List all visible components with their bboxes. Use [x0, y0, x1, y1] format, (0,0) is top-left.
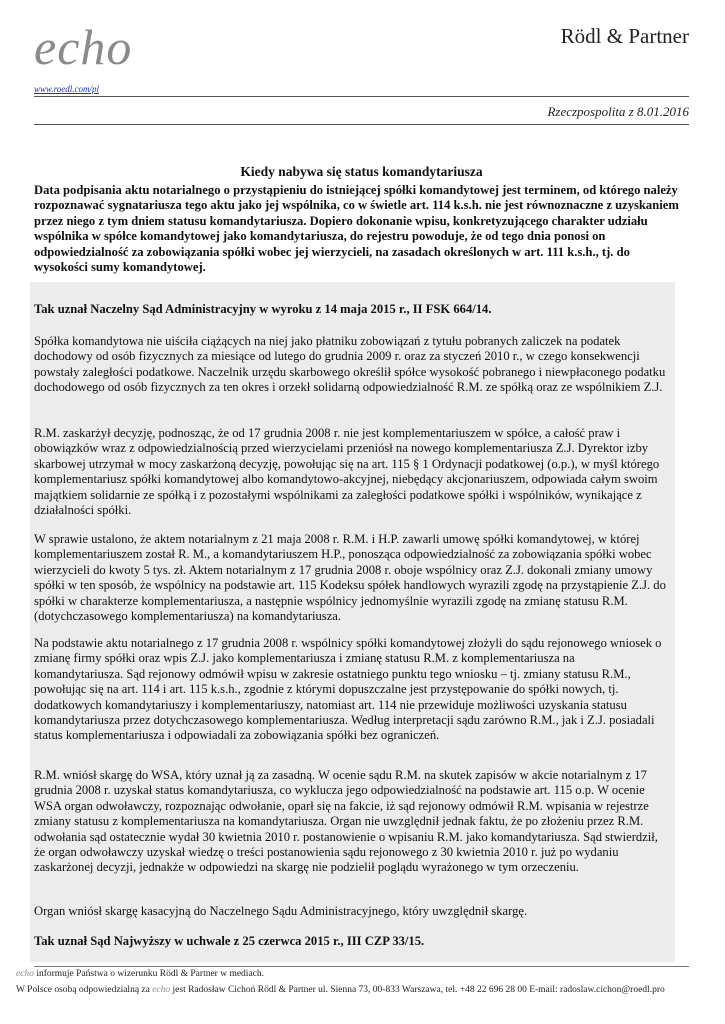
footer-line-1	[16, 969, 264, 979]
footer-echo-mark: echo	[16, 969, 34, 979]
source-divider	[34, 124, 689, 125]
footer-line-2	[16, 985, 665, 995]
brand-name: Rödl & Partner	[560, 24, 689, 48]
source-publication: Rzeczpospolita z 8.01.2016	[547, 104, 689, 119]
body-paragraph: Na podstawie aktu notarialnego z 17 grudnia 2008 r. wspólnicy spółki komandytowej złożyli do sądu rejonowego wniosek o zmianę firmy spółki oraz wpis Z.J. jako komplementariusza i zmianę statusu R.M. z komplementariusza na komandytariusza. Sąd rejonowy odmówił wpisu w zakresie ostatniego punktu tego wniosku – tj. zmiany statusu R.M., powołując się na art. 114 i art. 115 k.s.h., zgodnie z którymi dopuszczalne jest przystępowanie do spółki nowych, tj. dodatkowych komandytariuszy i komplementariuszy, natomiast art. 114 nie przewiduje możliwości uzyskania statusu komandytariusza przez dotychczasowego komplementariusza. Według interpretacji sądu zarówno R.M., jak i Z.J. posiadali status komplementariusza i odpowiadali za zobowiązania spółki bez ograniczeń.	[34, 636, 662, 743]
footer-line-2-prefix: W Polsce osobą odpowiedzialną za	[16, 985, 153, 995]
header-divider	[34, 96, 689, 97]
footer-echo-mark: echo	[152, 985, 171, 995]
website-link[interactable]: www.roedl.com/pl	[34, 84, 99, 94]
body-paragraph-sn-resolution: Tak uznał Sąd Najwyższy w uchwale z 25 czerwca 2015 r., III CZP 33/15.	[34, 934, 425, 948]
body-paragraph: Organ wniósł skargę kasacyjną do Naczelnego Sądu Administracyjnego, który uwzględnił skargę.	[34, 904, 528, 918]
article-title: Kiedy nabywa się status komandytariusza	[240, 164, 483, 179]
footer-line-1-text: informuje Państwa o wizerunku Rödl & Partner w mediach.	[33, 969, 264, 979]
body-paragraph: R.M. zaskarżył decyzję, podnosząc, że od 17 grudnia 2008 r. nie jest komplementariuszem w spółce, a całość praw i obowiązków wraz z odpowiedzialnością przed wierzycielami przeniósł na nowego komplementariusza Z.J. Dyrektor izby skarbowej utrzymał w mocy zaskarżoną decyzję, powołując się na art. 115 § 1 Ordynacji podatkowej (o.p.), w myśl którego komplementariusz spółki komandytowej albo komandytowo-akcyjnej, niebędący akcjonariuszem, odpowiada całym swoim majątkiem solidarnie ze spółką i z pozostałymi wspólnikami za zaległości podatkowe spółki i wspólników, wynikające z działalności spółki.	[34, 426, 660, 518]
body-paragraph: R.M. wniósł skargę do WSA, który uznał ją za zasadną. W ocenie sądu R.M. na skutek zapisów w akcie notarialnym z 17 grudnia 2008 r. uzyskał status komandytariusza, co wyklucza jego odpowiedzialność na podstawie art. 115 o.p. W ocenie WSA organ odwoławczy, rozpoznając odwołanie, oparł się na fakcie, iż sąd rejonowy odmówił R.M. wpisania w rejestrze zmiany statusu z komplementariusza na komandytariusza. Organ nie uwzględnił jednak faktu, że po złożeniu przez R.M. odwołania sąd ostatecznie wydał 30 kwietnia 2010 r. postanowienie o wpisaniu R.M. jako komandytariusza. Sąd stwierdził, że organ odwoławczy uzyskał wiedzę o treści postanowienia sądu rejonowego z 30 kwietnia 2010 r. już po wydaniu zaskarżonej decyzji, jednakże w odpowiedzi na skargę nie podzielił poglądu wyrażonego w tym orzeczeniu.	[34, 768, 658, 875]
echo-logo: echo	[34, 19, 133, 75]
footer-line-2-text: jest Radosław Cichoń Rödl & Partner ul. Sienna 73, 00-833 Warszawa, tel. +48 22 696 28 00 E-mail: radoslaw.cichon@roedl.pro	[170, 985, 665, 995]
article-lead: Data podpisania aktu notarialnego o przystąpieniu do istniejącej spółki komandytowej jest terminem, od którego należy rozpoznawać sygnatariusza tego aktu jako jej wspólnika, co w świetle art. 114 k.s.h. nie jest równoznaczne z uzyskaniem przez niego z tym dniem statusu komandytariusza. Dopiero dokonanie wpisu, konkretyzującego charakter udziału wspólnika w spółce komandytowej jako komandytariusza, do rejestru powoduje, że od tego dnia ponosi on odpowiedzialność za zobowiązania spółki wobec jej wierzycieli, na zasadach określonych w art. 111 k.s.h., tj. do wysokości sumy komandytowej.	[34, 183, 679, 275]
body-paragraph-nsa-ruling: Tak uznał Naczelny Sąd Administracyjny w wyroku z 14 maja 2015 r., II FSK 664/14.	[34, 302, 492, 316]
footer-divider	[34, 966, 689, 967]
body-paragraph: Spółka komandytowa nie uiściła ciążących na niej jako płatniku zobowiązań z tytułu pobranych zaliczek na podatek dochodowy od osób fizycznych za miesiące od lutego do grudnia 2009 r. oraz za styczeń 2010 r., w czego konsekwencji powstały zaległości podatkowe. Naczelnik urzędu skarbowego określił spółce wysokość pobranego i niewpłaconego podatku dochodowego od osób fizycznych za ten okres i orzekł solidarną odpowiedzialność R.M. ze spółką oraz ze wspólnikiem Z.J.	[34, 334, 666, 395]
body-paragraph: W sprawie ustalono, że aktem notarialnym z 21 maja 2008 r. R.M. i H.P. zawarli umowę spółki komandytowej, w której komplementariuszem został R. M., a komandytariuszem H.P., ponosząca odpowiedzialność za zobowiązania spółki wobec wierzycieli do kwoty 5 tys. zł. Aktem notarialnym z 17 grudnia 2008 r. oboje wspólnicy oraz Z.J. dokonali zmiany umowy spółki w ten sposób, że wspólnicy na podstawie art. 115 Kodeksu spółek handlowych wyrazili zgodę na przystąpienie Z.J. do spółki w charakterze komplementariusza, a następnie wspólnicy jednomyślnie wyrazili zgodę na zmianę statusu R.M. (dotychczasowego komplementariusza) na komandytariusza.	[34, 532, 666, 624]
